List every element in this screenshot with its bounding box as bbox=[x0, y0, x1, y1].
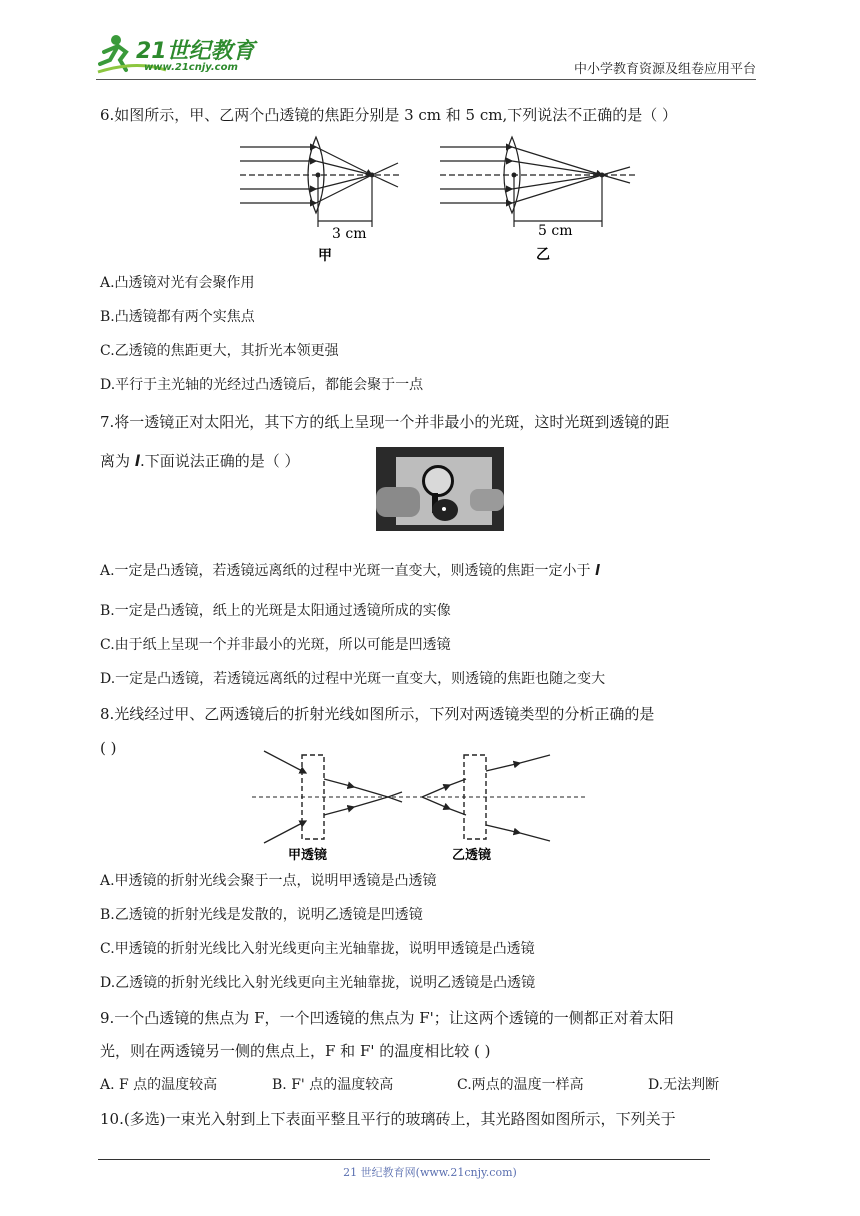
lens-yi bbox=[440, 137, 635, 227]
q8-option-a: A.甲透镜的折射光线会聚于一点，说明甲透镜是凸透镜 bbox=[100, 873, 437, 889]
q8-stem-line2: ( ) bbox=[100, 739, 117, 757]
q8-figure bbox=[250, 745, 590, 865]
q9-option-a: A. F 点的温度较高 bbox=[100, 1077, 218, 1093]
q7-photo bbox=[376, 447, 504, 531]
q6-option-b: B.凸透镜都有两个实焦点 bbox=[100, 309, 255, 325]
q6-dim-right: 5 cm bbox=[538, 223, 573, 239]
q8-option-b: B.乙透镜的折射光线是发散的，说明乙透镜是凹透镜 bbox=[100, 907, 423, 923]
q9-stem-line1: 9.一个凸透镜的焦点为 F，一个凹透镜的焦点为 F'；让这两个透镜的一侧都正对着太阳 bbox=[100, 1009, 674, 1027]
q6-option-d: D.平行于主光轴的光经过凸透镜后，都能会聚于一点 bbox=[100, 377, 424, 393]
q7-option-b: B.一定是凸透镜，纸上的光斑是太阳通过透镜所成的实像 bbox=[100, 603, 451, 619]
q8-label-jia: 甲透镜 bbox=[288, 848, 328, 863]
q8-stem-line1: 8.光线经过甲、乙两透镜后的折射光线如图所示，下列对两透镜类型的分析正确的是 bbox=[100, 705, 655, 723]
header-divider bbox=[96, 79, 756, 80]
logo-url: www.21cnjy.com bbox=[144, 62, 238, 73]
q6-option-c: C.乙透镜的焦距更大，其折光本领更强 bbox=[100, 343, 339, 359]
footer-text: 21 世纪教育网(www.21cnjy.com) bbox=[343, 1166, 517, 1179]
q7-stem-line1: 7.将一透镜正对太阳光，其下方的纸上呈现一个并非最小的光斑，这时光斑到透镜的距 bbox=[100, 413, 670, 431]
q8-option-c: C.甲透镜的折射光线比入射光线更向主光轴靠拢，说明甲透镜是凸透镜 bbox=[100, 941, 535, 957]
q8-option-d: D.乙透镜的折射光线比入射光线更向主光轴靠拢，说明乙透镜是凸透镜 bbox=[100, 975, 536, 991]
q6-option-a: A.凸透镜对光有会聚作用 bbox=[100, 275, 255, 291]
q9-option-c: C.两点的温度一样高 bbox=[457, 1077, 584, 1093]
q6-label-jia: 甲 bbox=[318, 248, 332, 264]
site-logo bbox=[96, 30, 266, 78]
header-platform-text: 中小学教育资源及组卷应用平台 bbox=[573, 62, 756, 77]
q6-dim-left: 3 cm bbox=[332, 226, 367, 242]
q6-stem: 6.如图所示，甲、乙两个凸透镜的焦距分别是 3 cm 和 5 cm,下列说法不正确的是（ ） bbox=[100, 106, 678, 124]
q6-figure bbox=[230, 135, 640, 265]
q8-label-yi: 乙透镜 bbox=[452, 848, 492, 863]
q9-stem-line2: 光，则在两透镜另一侧的焦点上，F 和 F' 的温度相比较 ( ) bbox=[100, 1042, 491, 1060]
q7-option-a: A.一定是凸透镜，若透镜远离纸的过程中光斑一直变大，则透镜的焦距一定小于 l bbox=[100, 563, 600, 579]
lens-jia bbox=[240, 137, 400, 227]
q7-option-c: C.由于纸上呈现一个并非最小的光斑，所以可能是凹透镜 bbox=[100, 637, 451, 653]
logo-text: 21世纪教育 bbox=[136, 39, 255, 64]
q10-stem-line1: 10.(多选)一束光入射到上下表面平整且平行的玻璃砖上，其光路图如图所示，下列关于 bbox=[100, 1110, 676, 1128]
q6-label-yi: 乙 bbox=[536, 247, 550, 263]
q9-option-b: B. F' 点的温度较高 bbox=[272, 1077, 394, 1093]
q7-stem-line2: 离为 l.下面说法正确的是（ ） bbox=[100, 452, 300, 470]
q9-option-d: D.无法判断 bbox=[648, 1077, 720, 1093]
footer-divider bbox=[98, 1159, 710, 1160]
q7-option-d: D.一定是凸透镜，若透镜远离纸的过程中光斑一直变大，则透镜的焦距也随之变大 bbox=[100, 671, 606, 687]
